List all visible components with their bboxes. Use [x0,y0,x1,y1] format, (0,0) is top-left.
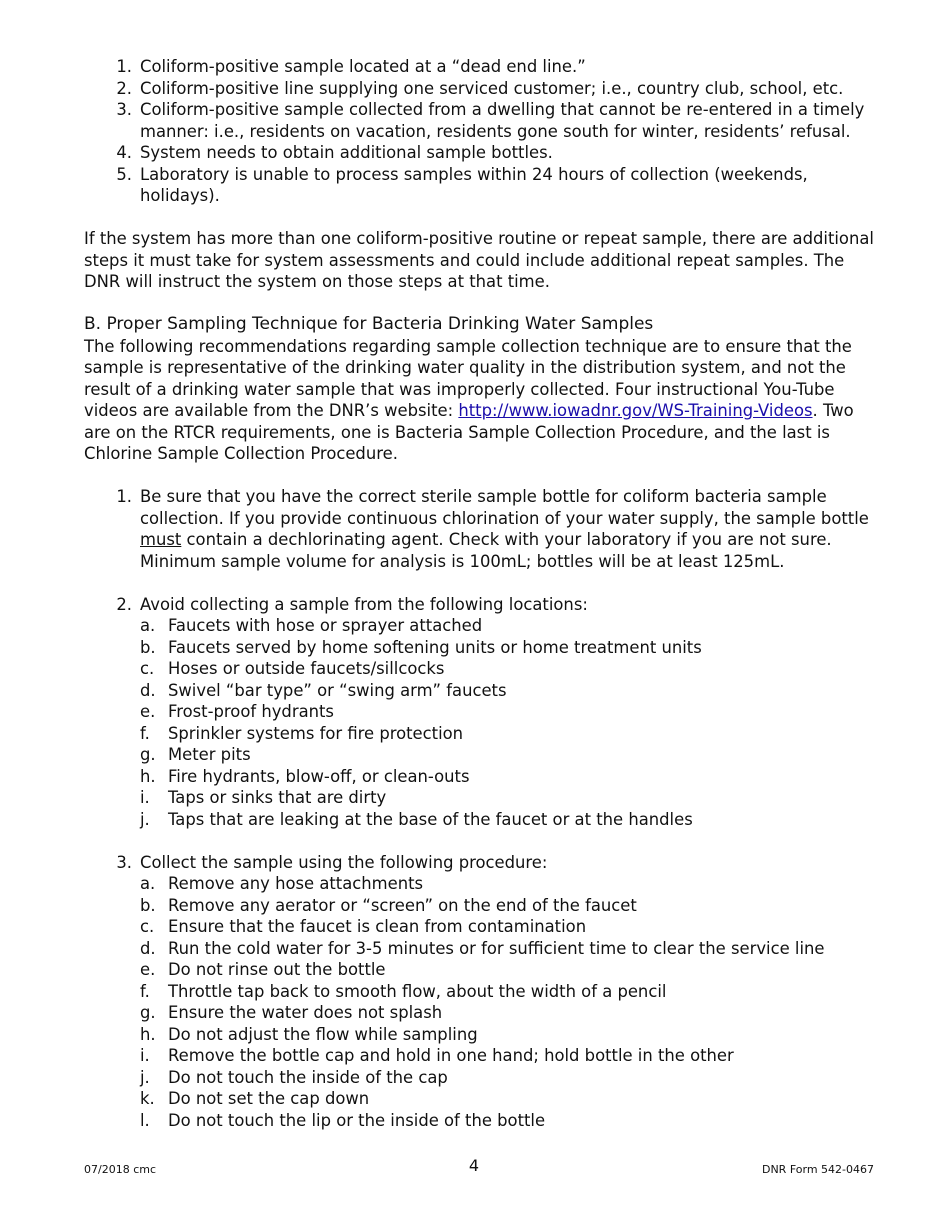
step-text [140,486,874,572]
step-number: 3. [116,852,132,872]
sub-text: Remove any hose attachments [168,874,424,893]
list-item [84,164,874,207]
sub-list-item [140,1110,874,1132]
step-3 [84,852,874,1132]
step-text: Avoid collecting a sample from the following locations: [140,594,588,614]
sub-label: c. [140,917,155,936]
sub-label: l. [140,1110,150,1130]
list-item [84,78,874,100]
training-videos-link[interactable]: http://www.iowadnr.gov/WS-Training-Videos [458,401,813,420]
step-text: Collect the sample using the following procedure: [140,852,548,872]
list-text: Laboratory is unable to process samples within 24 hours of collection (weekends, holidays). [140,164,808,205]
sub-text: Meter pits [168,745,251,764]
sub-text: Ensure the water does not splash [168,1003,443,1022]
sub-list-item [140,615,874,637]
form-number: DNR Form 542-0467 [761,1163,874,1176]
sub-list-item [140,658,874,680]
list-number: 1. [116,57,132,76]
section-b-text: The following recommendations regarding sample collection technique are to ensure that the sample is representative of the drinking water quality in the distribution system, and not the result of a drinking water sample that was improperly collected. Four instructional You-Tube videos are available from the DNR’s website: [84,336,852,420]
step-text-part: contain a dechlorinating agent. Check with your laboratory if you are not sure. Minimum sample volume for analysis is 100mL; bottles will be at least 125mL. [140,530,832,571]
emphasis-must: must [140,530,182,549]
sub-label: a. [140,616,156,635]
section-b-text-end: . Two are on the RTCR requirements, one is Bacteria Sample Collection Procedure, and the last is Chlorine Sample Collection Procedure. [84,401,854,463]
sub-label: a. [140,874,156,893]
sub-text: Run the cold water for 3-5 minutes or for sufficient time to clear the service line [168,938,825,958]
sub-label: f. [140,981,150,1001]
step-number: 2. [116,594,132,614]
step-1 [84,486,874,572]
sub-label: g. [140,1003,156,1022]
sub-label: e. [140,702,156,721]
sub-label: k. [140,1089,155,1108]
sub-label: i. [140,788,150,807]
intro-list [84,56,874,207]
section-b-heading: B. Proper Sampling Technique for Bacteria Drinking Water Samples [84,314,654,334]
page-number: 4 [468,1156,480,1175]
list-item [84,99,874,142]
list-text: Coliform-positive sample collected from a dwelling that cannot be re-entered in a timely manner: i.e., residents on vacation, residents gone south for winter, residents’ refusal. [140,100,865,141]
sub-label: b. [140,895,156,915]
sub-text: Faucets served by home softening units or home treatment units [168,637,702,657]
sub-text: Do not rinse out the bottle [168,960,386,979]
list-number: 3. [116,100,132,119]
sub-list-item [140,873,874,895]
list-number: 5. [116,164,132,184]
sub-label: e. [140,960,156,979]
assessment-paragraph: If the system has more than one coliform-positive routine or repeat sample, there are additional steps it must take for system assessments and could include additional repeat samples. The DNR will instruct the system on those steps at that time. [84,229,874,291]
step-2 [84,594,874,831]
sub-list-item [140,916,874,938]
sub-text: Taps or sinks that are dirty [168,788,387,807]
sub-text: Sprinkler systems for fire protection [168,723,464,743]
section-b-paragraph [84,336,874,465]
sub-text: Faucets with hose or sprayer attached [168,616,483,635]
sub-text: Hoses or outside faucets/sillcocks [168,659,445,678]
sub-list-item [140,981,874,1003]
sub-text: Swivel “bar type” or “swing arm” faucets [168,680,507,700]
list-text: Coliform-positive sample located at a “dead end line.” [140,57,586,76]
sub-list-item [140,744,874,766]
document-page [84,56,874,1131]
sub-list-item [140,637,874,659]
sub-list-item [140,723,874,745]
sub-label: d. [140,938,156,958]
step-number: 1. [116,487,132,506]
sub-list-item [140,809,874,831]
sub-text: Frost-proof hydrants [168,702,334,721]
sub-list-item [140,895,874,917]
list-text: System needs to obtain additional sample bottles. [140,143,553,162]
sub-list-item [140,701,874,723]
sub-text: Throttle tap back to smooth flow, about the width of a pencil [168,981,667,1001]
sub-label: b. [140,637,156,657]
sub-text: Remove the bottle cap and hold in one hand; hold bottle in the other [168,1046,734,1065]
list-number: 2. [116,78,132,98]
step-text-part: Be sure that you have the correct sterile sample bottle for coliform bacteria sample collection. If you provide continuous chlorination of your water supply, the sample bottle [140,487,869,528]
list-number: 4. [116,143,132,162]
sub-label: j. [140,809,150,829]
sub-text: Do not set the cap down [168,1089,370,1108]
sub-label: c. [140,659,155,678]
sub-label: i. [140,1046,150,1065]
sub-list-item [140,938,874,960]
sub-label: g. [140,745,156,764]
sub-list-item [140,1067,874,1089]
sub-text: Taps that are leaking at the base of the faucet or at the handles [168,809,693,829]
page-footer [84,1155,874,1179]
sub-list-item [140,787,874,809]
sub-list-item [140,680,874,702]
sub-text: Fire hydrants, blow-off, or clean-outs [168,766,470,786]
sub-label: j. [140,1067,150,1087]
sub-label: f. [140,723,150,743]
sub-text: Remove any aerator or “screen” on the end of the faucet [168,895,637,915]
list-item [84,142,874,164]
sub-text: Do not adjust the flow while sampling [168,1024,478,1044]
sub-text: Do not touch the inside of the cap [168,1067,448,1087]
footer-date: 07/2018 cmc [84,1163,157,1176]
list-text: Coliform-positive line supplying one serviced customer; i.e., country club, school, etc. [140,78,844,98]
sub-text: Do not touch the lip or the inside of the bottle [168,1110,546,1130]
sub-list-item [140,1024,874,1046]
sub-list-item [140,1045,874,1067]
sub-label: h. [140,766,156,786]
sub-label: d. [140,680,156,700]
sub-label: h. [140,1024,156,1044]
sub-list-item [140,766,874,788]
sub-list-item [140,1002,874,1024]
sub-list-item [140,1088,874,1110]
sub-text: Ensure that the faucet is clean from contamination [168,917,587,936]
list-item [84,56,874,78]
sub-list-item [140,959,874,981]
